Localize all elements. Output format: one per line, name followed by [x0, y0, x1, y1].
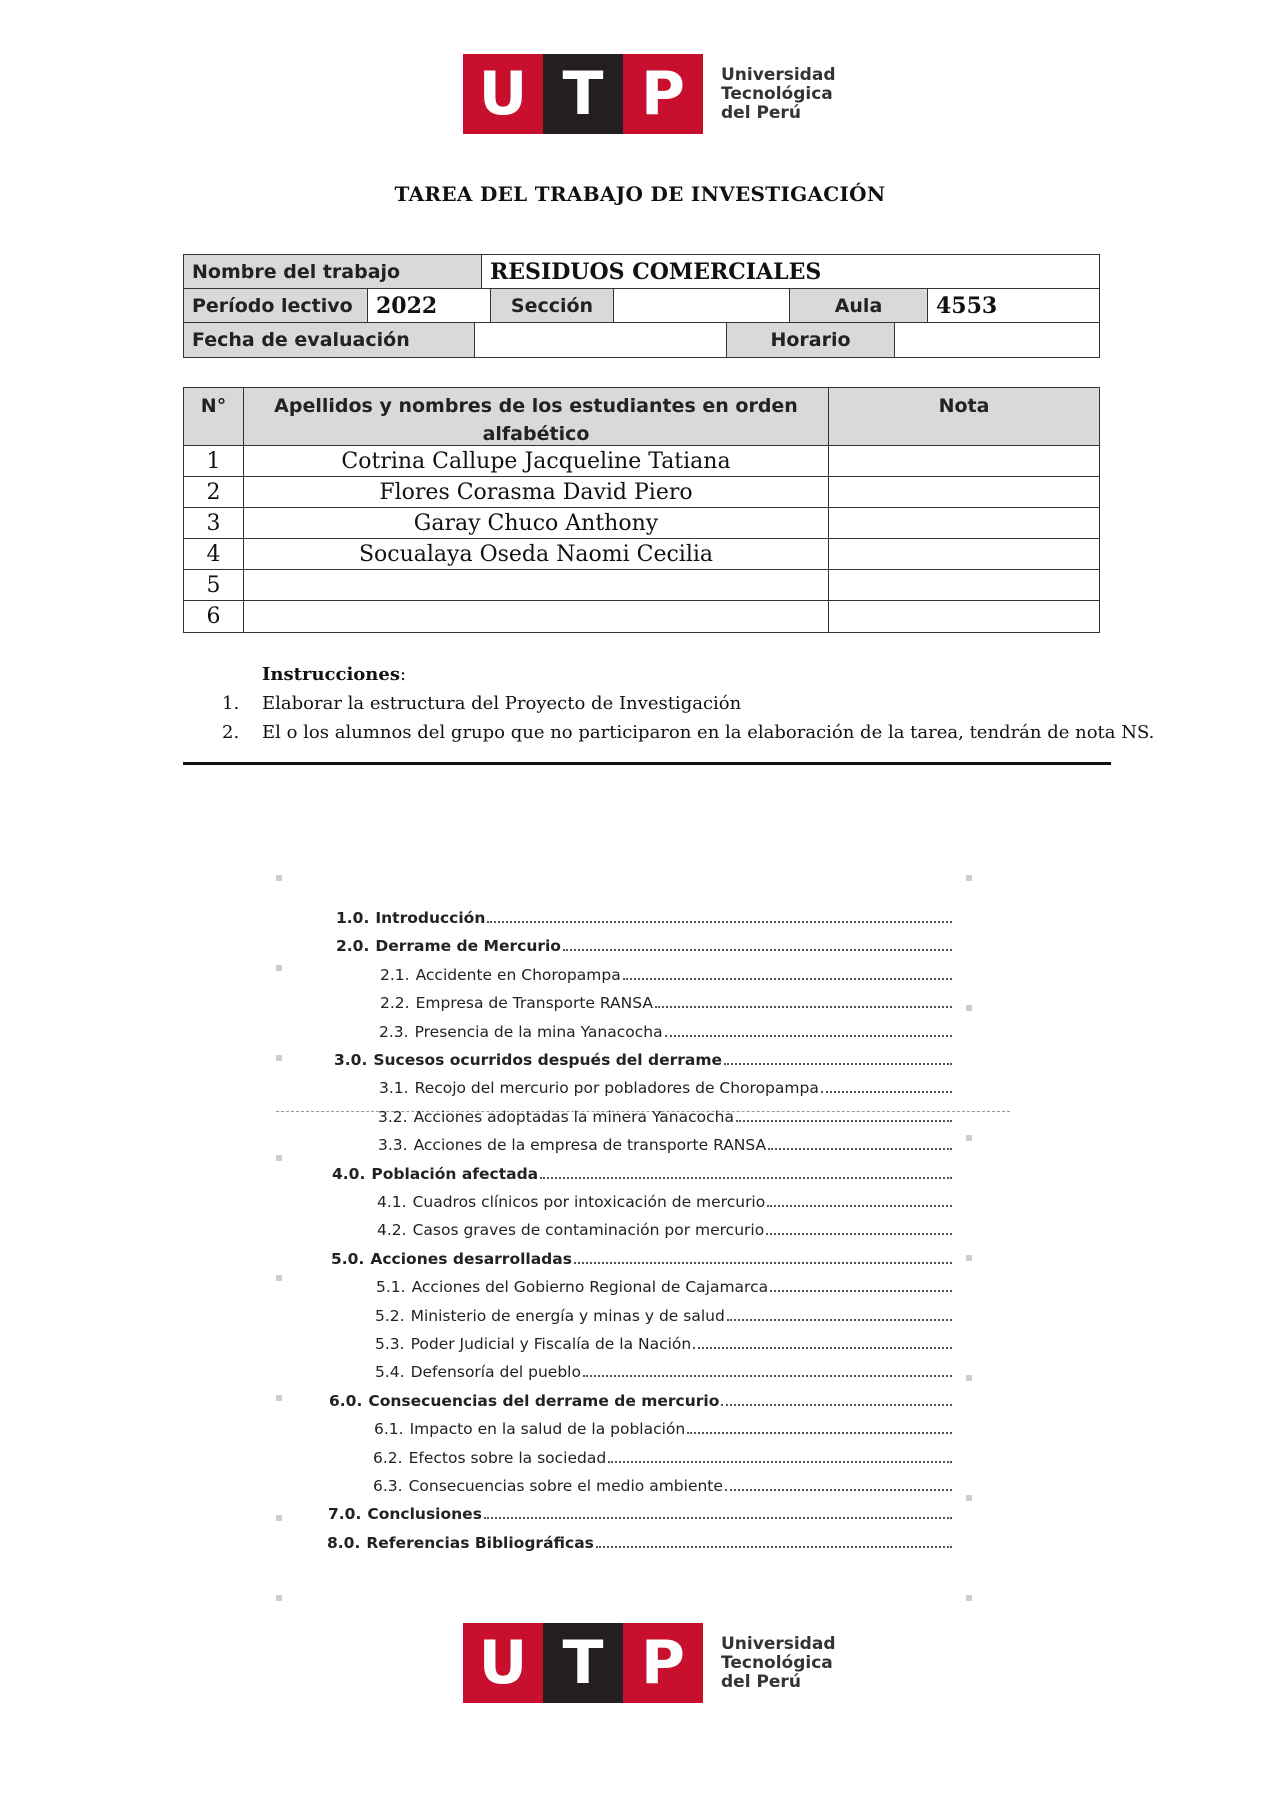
toc-entry-number: 3.0. — [334, 1051, 368, 1069]
toc-entry-number: 8.0. — [327, 1533, 361, 1552]
toc-entry — [373, 1447, 952, 1471]
toc-entry-text: Sucesos ocurridos después del derrame — [373, 1051, 723, 1069]
toc-entry-text: Derrame de Mercurio — [375, 937, 561, 956]
toc-entry-number: 6.0. — [329, 1391, 363, 1410]
toc-entry-text: Consecuencias del derrame de mercurio — [368, 1391, 720, 1410]
toc-entry — [331, 1248, 952, 1272]
info-row-fecha — [184, 323, 1099, 357]
toc-entry-text: Ministerio de energía y minas y de salud — [410, 1306, 725, 1325]
toc-entry-label — [336, 937, 561, 955]
toc-entry-label — [380, 994, 653, 1012]
toc-entry-text: Impacto en la salud de la población — [409, 1420, 686, 1439]
logo-letter-t: T — [543, 54, 623, 134]
toc-entry-label — [334, 1051, 722, 1069]
toc-entry — [336, 935, 952, 959]
toc-entry-label — [327, 1534, 594, 1552]
student-name: Flores Corasma David Piero — [244, 477, 829, 507]
assignment-info-table — [183, 254, 1100, 358]
toc-entry-label — [377, 1193, 765, 1211]
toc-entry — [380, 964, 952, 988]
toc-entry-number: 3.2. — [378, 1107, 408, 1126]
toc-entry — [378, 1134, 952, 1158]
logo-letter-u: U — [463, 1623, 543, 1703]
divider-rule — [183, 762, 1111, 765]
toc-entry-number: 5.4. — [375, 1363, 405, 1382]
scan-speck — [276, 1275, 282, 1281]
toc-entry-number: 3.1. — [379, 1079, 409, 1098]
student-row — [184, 539, 1099, 570]
logo-university-name — [721, 1635, 835, 1692]
toc-entry-text: Referencias Bibliográficas — [366, 1533, 594, 1552]
toc-entry-text: Recojo del mercurio por pobladores de Choropampa — [414, 1079, 819, 1098]
logo-letter-u: U — [463, 54, 543, 134]
toc-entry-text: Defensoría del pueblo — [410, 1363, 581, 1382]
scan-speck — [276, 1155, 282, 1161]
logo-name-line: del Perú — [721, 102, 801, 123]
toc-entry-text: Presencia de la mina Yanacocha — [414, 1022, 663, 1041]
toc-entry — [332, 1163, 952, 1187]
toc-entry-text: Efectos sobre la sociedad — [408, 1448, 607, 1467]
toc-leader-dots — [725, 1475, 952, 1491]
aula-value: 4553 — [936, 292, 998, 319]
toc-leader-dots — [655, 992, 952, 1008]
toc-entry-label — [379, 1079, 819, 1097]
toc-entry-number: 2.3. — [379, 1022, 409, 1041]
logo-letter-t: T — [543, 1623, 623, 1703]
scan-speck — [966, 1495, 972, 1501]
toc-leader-dots — [563, 935, 952, 951]
toc-entry — [380, 992, 952, 1016]
toc-entry-label — [378, 1136, 766, 1154]
toc-entry — [377, 1191, 952, 1215]
scan-speck — [966, 1595, 972, 1601]
toc-entry-text: Empresa de Transporte RANSA — [415, 994, 653, 1013]
instructions-heading: Instrucciones: — [262, 664, 407, 685]
student-row — [184, 601, 1099, 632]
toc-entry-number: 6.1. — [374, 1420, 404, 1439]
toc-leader-dots — [693, 1333, 952, 1349]
toc-entry-label — [375, 1363, 581, 1381]
toc-entry — [336, 907, 952, 931]
toc-leader-dots — [487, 907, 952, 923]
toc-entry-label — [336, 909, 485, 927]
student-name: Cotrina Callupe Jacqueline Tatiana — [244, 446, 829, 476]
toc-leader-dots — [724, 1049, 952, 1065]
scan-speck — [966, 1135, 972, 1141]
logo-name-line: Tecnológica — [721, 83, 833, 104]
toc-entry-text: Cuadros clínicos por intoxicación de mercurio — [412, 1193, 766, 1211]
horario-value — [895, 323, 1099, 357]
toc-entry-label — [378, 1108, 734, 1126]
instruction-item — [222, 718, 1154, 747]
toc-leader-dots — [623, 964, 952, 980]
student-number: 6 — [184, 601, 244, 632]
students-header-row — [184, 388, 1099, 446]
toc-entry-label — [331, 1250, 572, 1268]
toc-entry-number: 5.0. — [331, 1249, 365, 1268]
toc-entry — [327, 1532, 952, 1556]
info-row-periodo — [184, 289, 1099, 323]
student-number: 5 — [184, 570, 244, 600]
toc-leader-dots — [665, 1021, 952, 1037]
toc-entry — [329, 1390, 952, 1414]
logo-letter-p: P — [623, 54, 703, 134]
student-number: 1 — [184, 446, 244, 476]
toc-entry — [375, 1333, 952, 1357]
toc-leader-dots — [736, 1106, 952, 1122]
scan-speck — [966, 1005, 972, 1011]
toc-leader-dots — [687, 1418, 952, 1434]
toc-entry-text: Acciones de la empresa de transporte RANSA — [413, 1136, 767, 1155]
toc-entry-number: 5.2. — [375, 1306, 405, 1325]
toc-entry — [375, 1305, 952, 1329]
toc-entry-text: Acciones desarrolladas — [370, 1249, 572, 1268]
student-row — [184, 477, 1099, 508]
toc-leader-dots — [596, 1532, 952, 1548]
info-row-nombre — [184, 255, 1099, 289]
periodo-label: Período lectivo — [184, 289, 368, 322]
toc-entry-label — [332, 1165, 538, 1183]
toc-entry-text: Población afectada — [371, 1164, 539, 1183]
student-row — [184, 446, 1099, 477]
toc-entry-label — [373, 1449, 606, 1467]
toc-entry-number: 4.1. — [377, 1193, 407, 1211]
logo-name-line: Universidad — [721, 64, 836, 85]
toc-leader-dots — [821, 1077, 952, 1093]
scan-speck — [966, 875, 972, 881]
toc-entry-text: Casos graves de contaminación por mercurio — [412, 1221, 765, 1240]
toc-leader-dots — [484, 1503, 952, 1519]
student-number: 3 — [184, 508, 244, 538]
toc-entry-number: 3.3. — [378, 1136, 408, 1155]
toc-entry — [334, 1049, 952, 1073]
toc-entry-label — [376, 1278, 768, 1296]
toc-leader-dots — [574, 1248, 952, 1264]
nombre-value: RESIDUOS COMERCIALES — [490, 258, 822, 285]
logo-letter-p: P — [623, 1623, 703, 1703]
toc-leader-dots — [766, 1219, 952, 1235]
aula-label: Aula — [790, 289, 928, 322]
toc-entry-text: Consecuencias sobre el medio ambiente — [408, 1477, 723, 1495]
fecha-label: Fecha de evaluación — [184, 323, 475, 357]
toc-entry-text: Introducción — [375, 909, 486, 927]
header-names: Apellidos y nombres de los estudiantes en orden alfabético — [244, 388, 829, 445]
logo-mark — [463, 54, 703, 134]
utp-logo-bottom — [463, 1623, 835, 1703]
scan-speck — [276, 875, 282, 881]
toc-entry-text: Poder Judicial y Fiscalía de la Nación — [410, 1335, 692, 1353]
toc-entry-label — [373, 1477, 723, 1495]
scan-speck — [276, 1055, 282, 1061]
toc-entry — [376, 1276, 952, 1300]
seccion-value — [614, 289, 790, 322]
toc-entry — [379, 1077, 952, 1101]
nombre-label: Nombre del trabajo — [184, 255, 482, 288]
student-name: Socualaya Oseda Naomi Cecilia — [244, 539, 829, 569]
header-nota: Nota — [938, 395, 990, 417]
toc-leader-dots — [770, 1276, 952, 1292]
toc-entry — [373, 1475, 952, 1499]
seccion-label: Sección — [491, 289, 614, 322]
table-of-contents — [276, 855, 1010, 1605]
instruction-text: El o los alumnos del grupo que no participaron en la elaboración de la tarea, tendrán de nota NS. — [262, 722, 1155, 743]
logo-university-name — [721, 66, 835, 123]
instructions — [222, 660, 1154, 747]
toc-entry-number: 5.1. — [376, 1278, 406, 1297]
toc-entry-text: Acciones adoptadas la minera Yanacocha — [413, 1107, 734, 1126]
scan-speck — [966, 1255, 972, 1261]
toc-leader-dots — [721, 1390, 952, 1406]
student-nota — [829, 601, 1099, 632]
toc-entry-label — [379, 1023, 663, 1041]
scan-speck — [276, 965, 282, 971]
toc-entry — [328, 1503, 952, 1527]
toc-entry-number: 4.2. — [377, 1221, 407, 1240]
toc-entry-text: Conclusiones — [367, 1505, 482, 1524]
horario-label: Horario — [727, 323, 895, 357]
toc-entry — [375, 1361, 952, 1385]
toc-leader-dots — [608, 1447, 952, 1463]
toc-entry-number: 2.1. — [380, 965, 410, 984]
toc-leader-dots — [727, 1305, 952, 1321]
logo-name-line: Tecnológica — [721, 1652, 833, 1673]
utp-logo-top — [463, 54, 835, 134]
header-number: N° — [184, 388, 244, 445]
toc-entry-text: Acciones del Gobierno Regional de Cajamarca — [411, 1278, 769, 1297]
fecha-value — [475, 323, 727, 357]
toc-entry-label — [329, 1392, 719, 1410]
toc-entry-number: 4.0. — [332, 1164, 366, 1183]
instruction-number: 1. — [222, 693, 240, 714]
toc-entry-number: 2.2. — [380, 994, 410, 1013]
toc-entry — [377, 1219, 952, 1243]
toc-leader-dots — [583, 1361, 952, 1377]
toc-leader-dots — [540, 1163, 952, 1179]
student-nota — [829, 508, 1099, 538]
student-name — [244, 570, 829, 600]
logo-name-line: del Perú — [721, 1671, 801, 1692]
periodo-value: 2022 — [368, 289, 491, 322]
instruction-number: 2. — [222, 722, 240, 743]
toc-entry-number: 5.3. — [375, 1335, 405, 1353]
toc-entry-label — [328, 1505, 482, 1523]
toc-entry-number: 1.0. — [336, 909, 370, 927]
scan-speck — [276, 1515, 282, 1521]
toc-entry-text: Accidente en Choropampa — [415, 965, 621, 984]
students-table — [183, 387, 1100, 633]
student-nota — [829, 477, 1099, 507]
student-nota — [829, 570, 1099, 600]
instruction-item — [222, 689, 1154, 718]
toc-entry — [379, 1021, 952, 1045]
toc-entry — [378, 1106, 952, 1130]
logo-mark — [463, 1623, 703, 1703]
student-row — [184, 508, 1099, 539]
student-name: Garay Chuco Anthony — [244, 508, 829, 538]
toc-entry-label — [377, 1221, 764, 1239]
toc-leader-dots — [767, 1191, 952, 1207]
toc-entry-number: 6.2. — [373, 1448, 403, 1467]
student-name — [244, 601, 829, 632]
toc-entry-label — [380, 966, 621, 984]
scan-speck — [276, 1595, 282, 1601]
toc-entry-label — [375, 1307, 725, 1325]
student-number: 2 — [184, 477, 244, 507]
student-number: 4 — [184, 539, 244, 569]
toc-leader-dots — [768, 1134, 952, 1150]
toc-entry-label — [375, 1335, 691, 1353]
logo-name-line: Universidad — [721, 1633, 836, 1654]
scan-speck — [966, 1375, 972, 1381]
toc-entry-number: 2.0. — [336, 937, 370, 956]
toc-entry — [374, 1418, 952, 1442]
student-nota — [829, 446, 1099, 476]
student-row — [184, 570, 1099, 601]
student-nota — [829, 539, 1099, 569]
document-title: TAREA DEL TRABAJO DE INVESTIGACIÓN — [394, 182, 886, 206]
toc-entry-number: 7.0. — [328, 1505, 362, 1524]
toc-entry-label — [374, 1420, 685, 1438]
scan-speck — [276, 1395, 282, 1401]
toc-entry-number: 6.3. — [373, 1477, 403, 1495]
instruction-text: Elaborar la estructura del Proyecto de Investigación — [262, 693, 742, 714]
